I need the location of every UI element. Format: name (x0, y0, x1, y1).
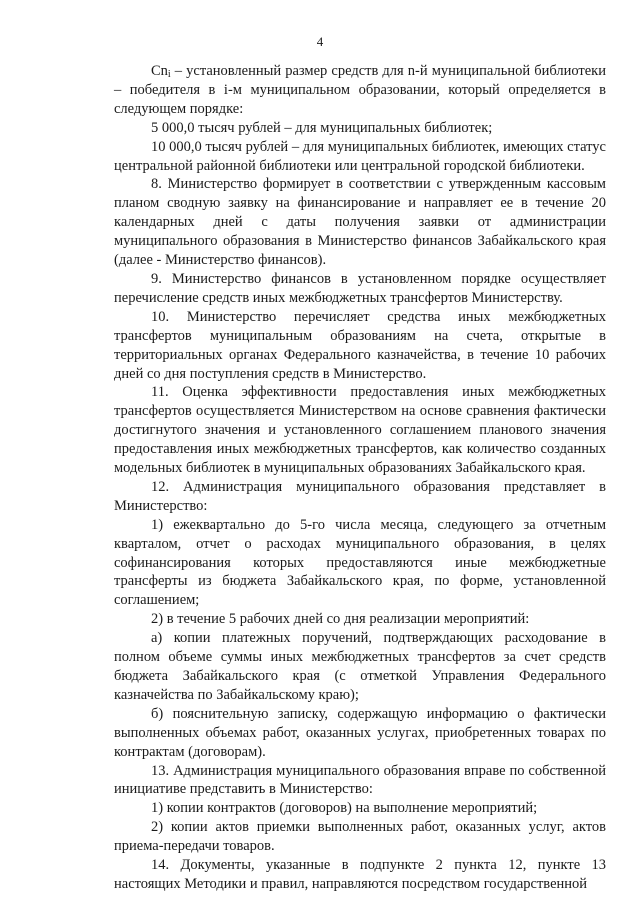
paragraph-text: – установленный размер средств для n-й муниципальной библиотеки – победителя в i-м муниципальном образовании, который определяется в следующем порядке: (114, 63, 606, 117)
paragraph-formula-definition (114, 62, 606, 119)
paragraph-item-12-1: 1) ежеквартально до 5-го числа месяца, следующего за отчетным кварталом, отчет о расходах муниципального образования, в целях софинансирования которых предоставляются иные межбюджетные трансферты из бюджета Забайкальского края, по форме, установленной соглашением; (114, 516, 606, 609)
paragraph-item-8: 8. Министерство формирует в соответствии с утвержденным кассовым планом сводную заявку на финансирование и направляет ее в течение 20 календарных дней с даты получения заявки от администрации муниципального образования в Министерство финансов Забайкальского края (далее - Министерство финансов). (114, 176, 606, 269)
paragraph-item-12-2-a: а) копии платежных поручений, подтверждающих расходование в полном объеме суммы иных межбюджетных трансфертов за счет средств бюджета Забайкальского края (с отметкой Управления Федерального казначейства по Забайкальскому краю); (114, 630, 606, 703)
paragraph-item-12: 12. Администрация муниципального образования представляет в Министерство: (114, 478, 606, 514)
paragraph-item-12-2: 2) в течение 5 рабочих дней со дня реализации мероприятий: (151, 611, 530, 628)
paragraph-item-14: 14. Документы, указанные в подпункте 2 пункта 12, пункте 13 настоящих Методики и правил, направляются посредством государственной (114, 857, 606, 892)
paragraph-item-11: 11. Оценка эффективности предоставления иных межбюджетных трансфертов осуществляется Министерством на основе сравнения фактически достигнутого значения и установленного соглашением планового значения предоставления иных межбюджетных трансфертов, как количество созданных модельных библиотек в муниципальных образованиях Забайкальского края. (114, 384, 606, 477)
paragraph-item-9: 9. Министерство финансов в установленном порядке осуществляет перечисление средств иных межбюджетных трансфертов Министерству. (114, 270, 606, 306)
formula-subscript: i (167, 69, 171, 80)
body-text (114, 62, 606, 894)
paragraph-item-13-1: 1) копии контрактов (договоров) на выполнение мероприятий; (151, 800, 538, 817)
paragraph-item-12-2-b: б) пояснительную записку, содержащую информацию о фактически выполненных объемах работ, оказанных услугах, приобретенных товарах по контрактам (договорам). (114, 705, 606, 760)
paragraph-amount-10000: 10 000,0 тысяч рублей – для муниципальных библиотек, имеющих статус центральной районной библиотеки или центральной городской библиотеки. (114, 138, 606, 174)
paragraph-amount-5000: 5 000,0 тысяч рублей – для муниципальных библиотек; (151, 119, 493, 136)
paragraph-item-10: 10. Министерство перечисляет средства иных межбюджетных трансфертов муниципальным образованиям на счета, открытые в территориальных органах Федерального казначейства, в течение 10 рабочих дней со дня поступления средств в Министерство. (114, 308, 606, 382)
paragraph-item-13: 13. Администрация муниципального образования вправе по собственной инициативе представить в Министерство: (114, 762, 606, 798)
formula-symbol: Сn (151, 63, 168, 79)
paragraph-item-13-2: 2) копии актов приемки выполненных работ, оказанных услуг, актов приема-передачи товаров. (114, 819, 606, 855)
page-number: 4 (316, 34, 324, 49)
